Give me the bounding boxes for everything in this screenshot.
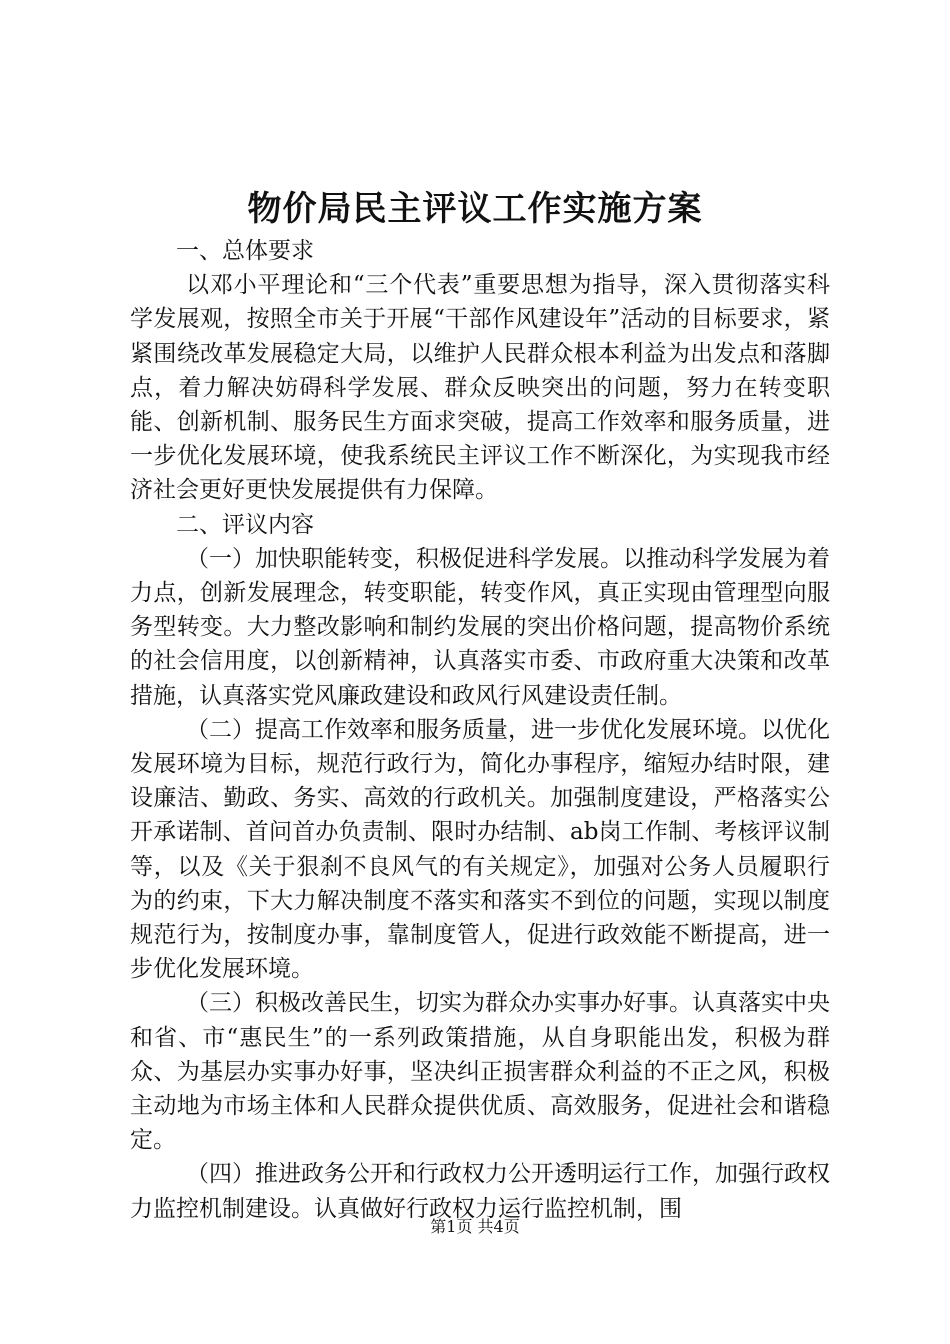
section-heading-review-content: 二、评议内容	[176, 511, 314, 538]
paragraph-guiding-principle: 以邓小平理论和“三个代表”重要思想为指导，深入贯彻落实科学发展观，按照全市关于开展“干部作风建设年”活动的目标要求，紧紧围绕改革发展稳定大局，以维护人民群众根本利益为出发点和落脚点，着力解决妨碍科学发展、群众反映突出的问题，努力在转变职能、创新机制、服务民生方面求突破，提高工作效率和服务质量，进一步优化发展环境，使我系统民主评议工作不断深化，为实现我市经济社会更好更快发展提供有力保障。	[130, 272, 830, 504]
section-heading-general-requirements: 一、总体要求	[176, 238, 314, 264]
paragraph-item-2: （二）提高工作效率和服务质量，进一步优化发展环境。以优化发展环境为目标，规范行政行为，简化办事程序，缩短办结时限，建设廉洁、勤政、务实、高效的行政机关。加强制度建设，严格落实公开承诺制、首问首办负责制、限时办结制、ab岗工作制、考核评议制等，以及《关于狠刹不良风气的有关规定》，加强对公务人员履职行为的约束，下大力解决制度不落实和落实不到位的问题，实现以制度规范行为，按制度办事，靠制度管人，促进行政效能不断提高，进一步优化发展环境。	[130, 716, 830, 983]
document-title: 物价局民主评议工作实施方案	[247, 189, 703, 229]
page-footer: 第1页 共4页	[430, 1217, 520, 1236]
paragraph-item-1: （一）加快职能转变，积极促进科学发展。以推动科学发展为着力点，创新发展理念，转变职能，转变作风，真正实现由管理型向服务型转变。大力整改影响和制约发展的突出价格问题，提高物价系统的社会信用度，以创新精神，认真落实市委、市政府重大决策和改革措施，认真落实党风廉政建设和政风行风建设责任制。	[130, 545, 830, 709]
document-body	[130, 234, 830, 1226]
paragraph-item-3: （三）积极改善民生，切实为群众办实事办好事。认真落实中央和省、市“惠民生”的一系列政策措施，从自身职能出发，积极为群众、为基层办实事办好事，坚决纠正损害群众利益的不正之风，积极主动地为市场主体和人民群众提供优质、高效服务，促进社会和谐稳定。	[130, 990, 830, 1154]
paragraph-item-4: （四）推进政务公开和行政权力公开透明运行工作，加强行政权力监控机制建设。认真做好行政权力运行监控机制，围	[130, 1161, 830, 1222]
